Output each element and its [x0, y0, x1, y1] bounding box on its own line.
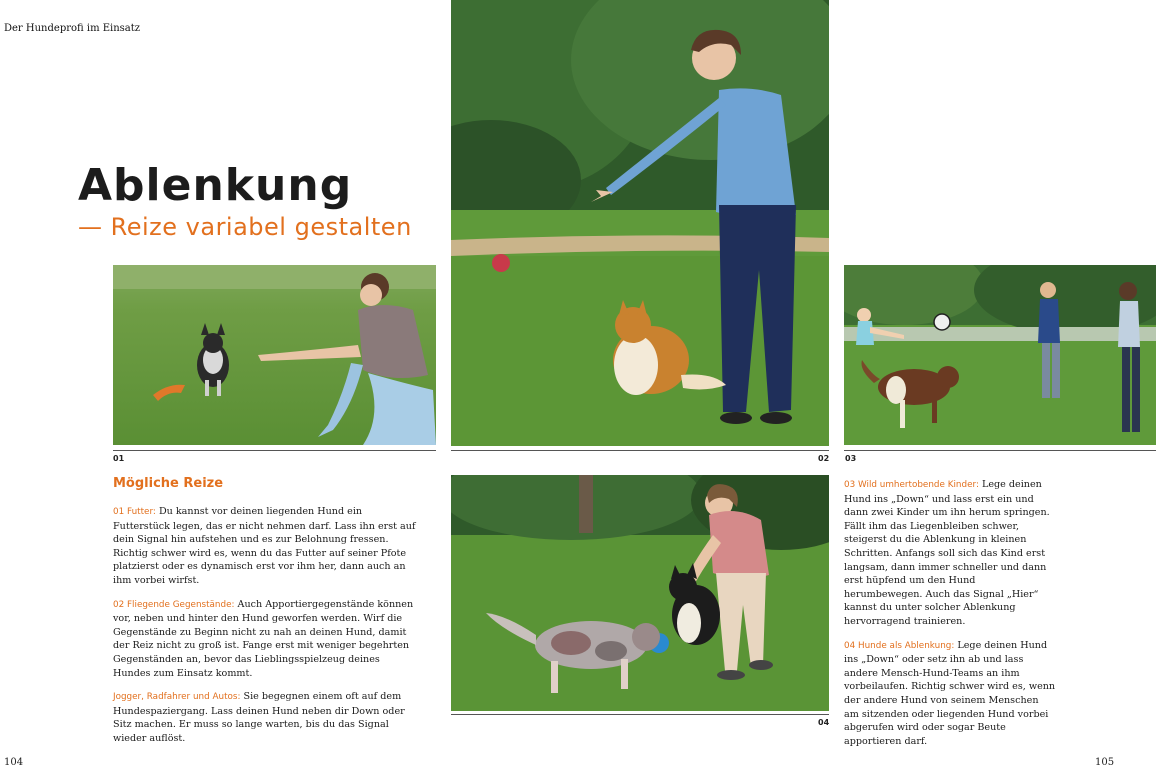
paragraph-text: Du kannst vor deinen liegenden Hund ein Futterstück legen, das er nicht nehmen darf. Lass ihn erst auf dein Signal hin aufstehen und es zur Belohnung fressen. Richtig schwer wird es, wenn du das Futter auf seiner Pfote platzierst oder es dynamisch erst vor ihm her, dann auch an ihm vorbei wirfst.	[113, 506, 416, 586]
photo-04-caption: 04	[818, 718, 830, 727]
paragraph-jogger	[113, 690, 418, 745]
photo-04	[451, 475, 829, 711]
paragraph-lead: 03 Wild umhertobende Kinder:	[844, 480, 979, 490]
photo-01-rule	[113, 450, 436, 451]
photo-03-illustration	[844, 265, 1156, 445]
page-number-right: 105	[1095, 757, 1115, 768]
paragraph-lead: Jogger, Radfahrer und Autos:	[113, 692, 241, 703]
photo-03	[844, 265, 1156, 445]
photo-02-rule	[451, 450, 829, 451]
photo-04-rule	[451, 714, 829, 715]
paragraph-kinder	[844, 478, 1056, 629]
photo-01	[113, 265, 436, 445]
paragraph-lead: 01 Futter:	[113, 507, 156, 517]
paragraph-text: Sie begegnen einem oft auf dem Hundespaziergang. Lass deinen Hund neben dir Down oder Sitz machen. Er muss so lange warten, bis du das Signal wieder auflöst.	[113, 691, 405, 744]
right-text-column	[844, 478, 1056, 748]
page-number-left: 104	[4, 757, 24, 768]
paragraph-lead: 04 Hunde als Ablenkung:	[844, 640, 955, 651]
photo-02	[451, 0, 829, 446]
photo-03-rule	[844, 450, 1156, 451]
section-heading: Mögliche Reize	[113, 476, 224, 491]
photo-02-caption: 02	[818, 454, 830, 463]
page-title: Ablenkung	[78, 160, 353, 211]
photo-04-illustration	[451, 475, 829, 711]
running-head: Der Hundeprofi im Einsatz	[4, 23, 141, 34]
photo-01-illustration	[113, 265, 436, 445]
photo-01-caption: 01	[113, 454, 125, 463]
page-subtitle: — Reize variabel gestalten	[78, 213, 412, 241]
paragraph-text: Auch Apportiergegenstände können vor, neben und hinter den Hund geworfen werden. Wirf die Gegenstände zu Beginn nicht zu nah an deinen Hund, damit der Reiz nicht zu groß ist. Fange erst mit weniger begehrten Gegenständen an, bevor das Lieblingsspielzeug deines Hundes zum Einsatz kommt.	[113, 598, 414, 679]
photo-03-caption: 03	[845, 454, 857, 463]
paragraph-text: Lege deinen Hund ins „Down“ und lass erst ein und dann zwei Kinder um ihn herum springen. Fällt ihm das Liegenbleiben schwer, steigerst du die Ablenkung in kleinen Schritten. Anfangs soll sich das Kind erst langsam, dann immer schneller und dann erst hüpfend um den Hund herumbewegen. Auch das Signal „Hier“ kannst du unter solcher Ablenkung hervorragend trainieren.	[844, 479, 1050, 627]
left-text-column	[113, 505, 418, 746]
paragraph-lead: 02 Fliegende Gegenstände:	[113, 599, 235, 610]
paragraph-gegenstaende	[113, 598, 418, 681]
photo-02-illustration	[451, 0, 829, 446]
paragraph-text: Lege deinen Hund ins „Down“ oder setz ihn ab und lass andere Mensch-Hund-Teams an ihm vorbeilaufen. Richtig schwer wird es, wenn der andere Hund von seinem Menschen am sitzenden oder liegenden Hund vorbei abgerufen wird oder sogar Beute apportieren darf.	[844, 639, 1056, 747]
paragraph-futter	[113, 505, 418, 588]
paragraph-hunde	[844, 639, 1056, 749]
